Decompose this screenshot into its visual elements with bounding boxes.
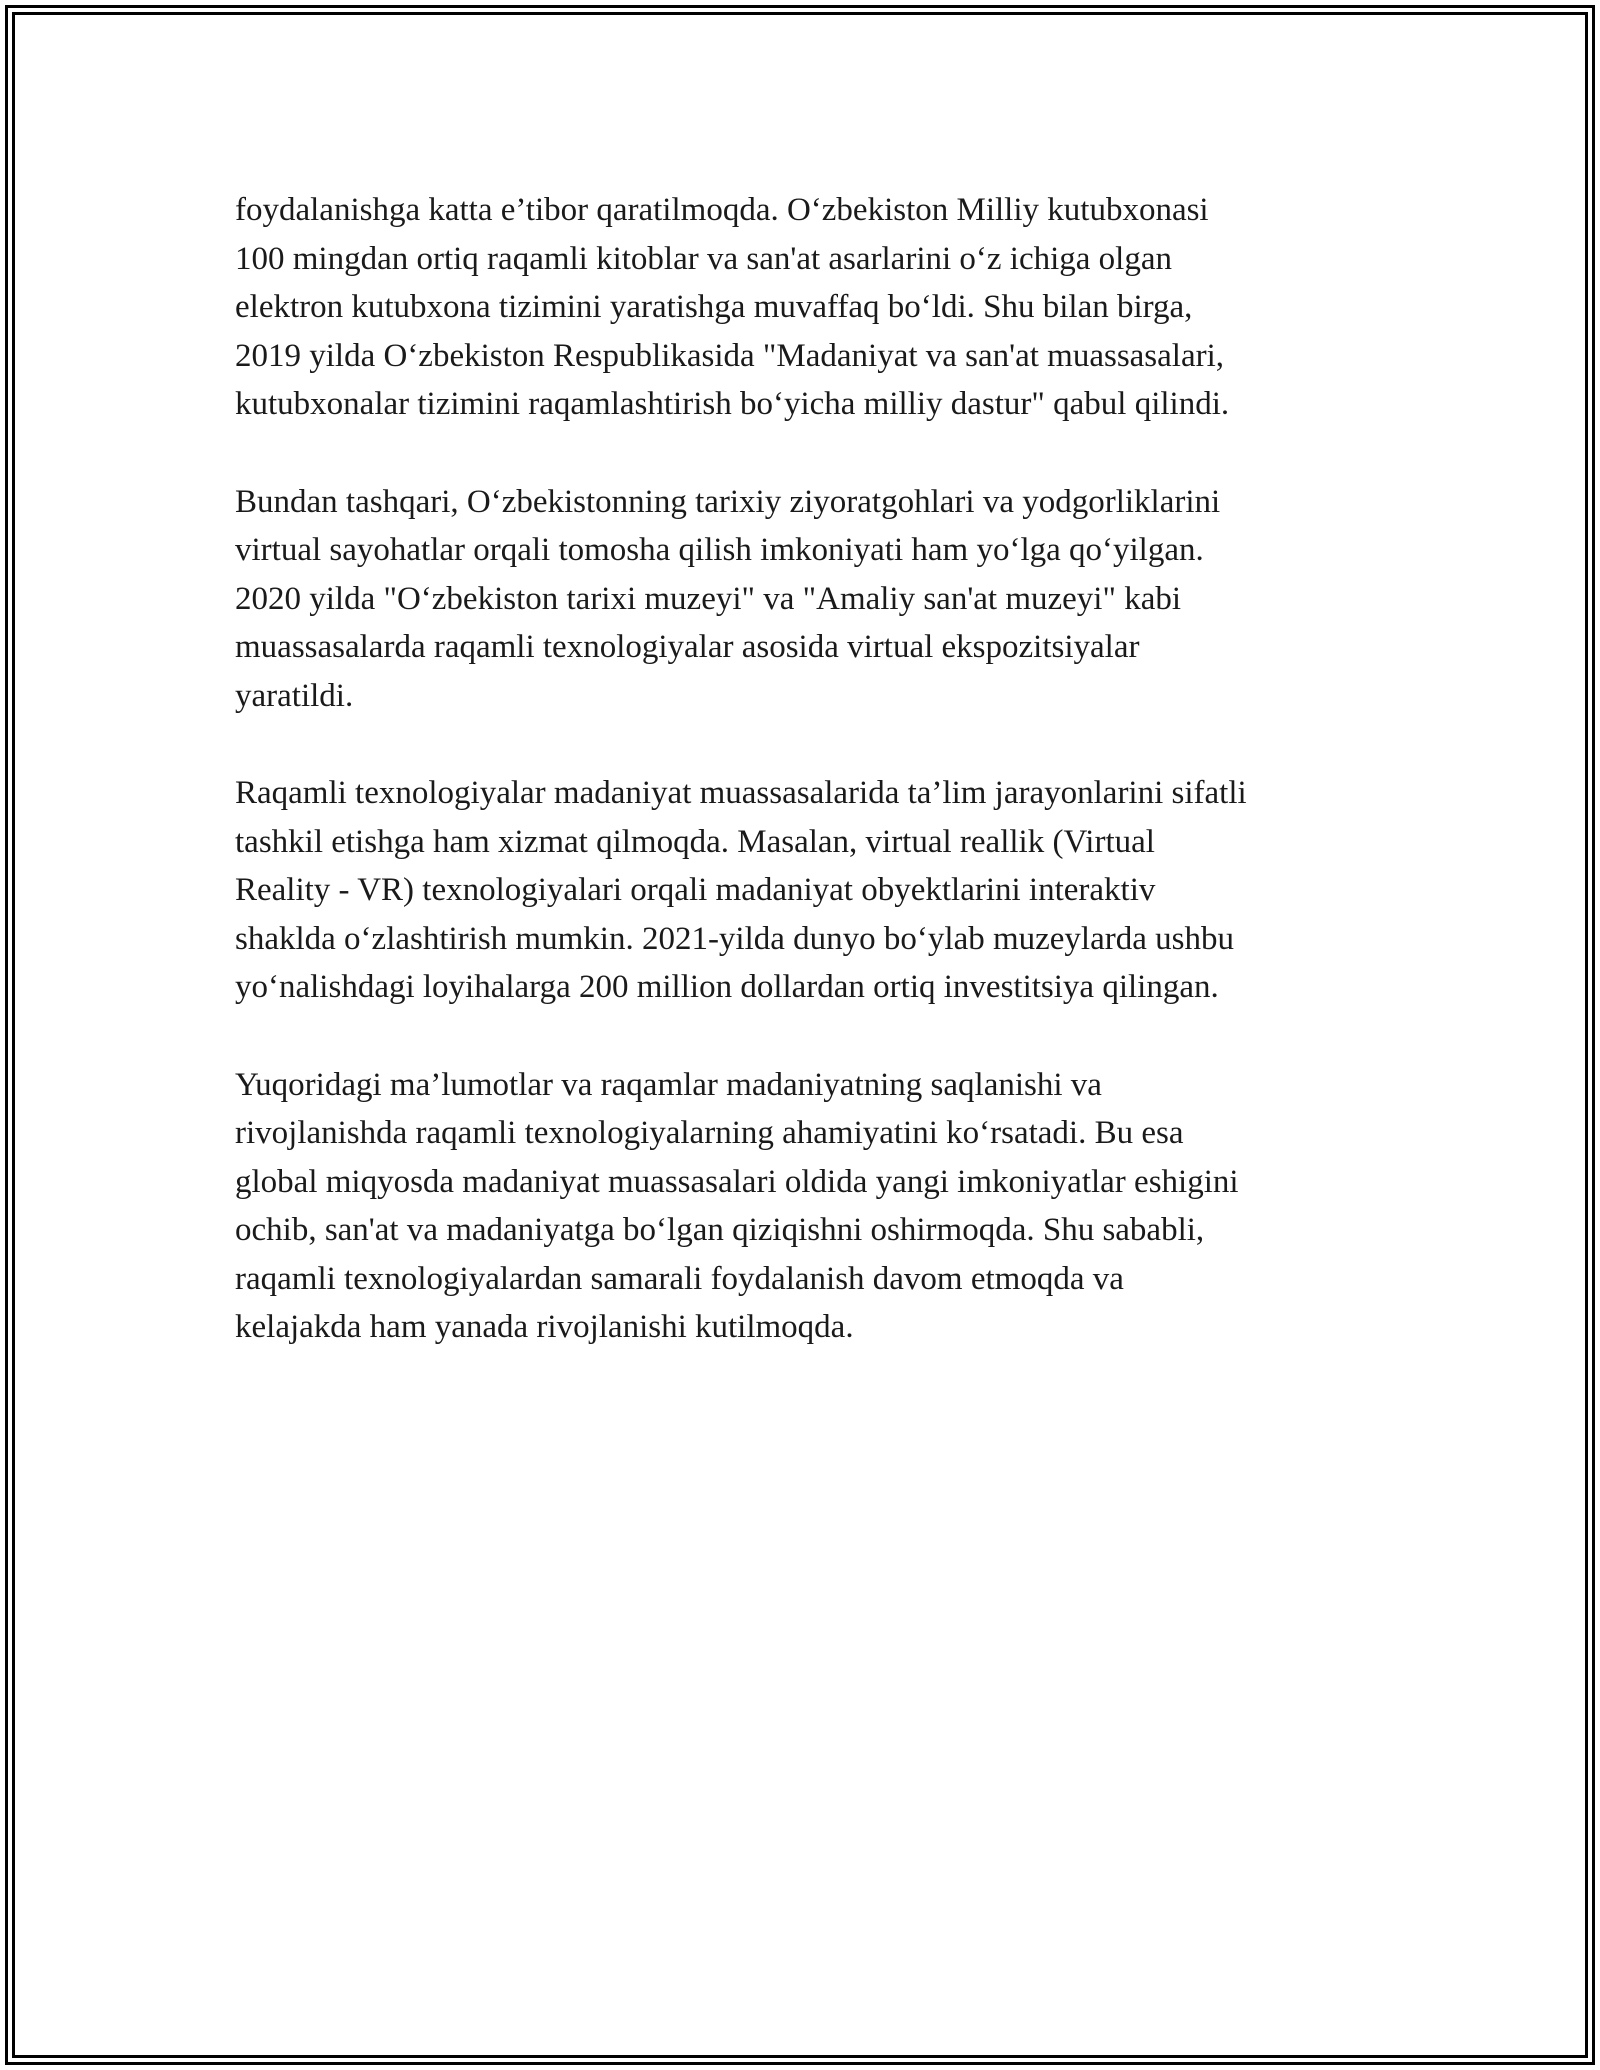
text-line: 2020 yilda "O‘zbekiston tarixi muzeyi" va "Amaliy san'at muzeyi" kabi [235,580,1182,617]
text-line: tashkil etishga ham xizmat qilmoqda. Masalan, virtual reallik (Virtual [235,823,1155,860]
text-line: virtual sayohatlar orqali tomosha qilish imkoniyati ham yo‘lga qo‘yilgan. [235,532,1204,568]
text-line: raqamli texnologiyalardan samarali foydalanish davom etmoqda va [235,1260,1124,1297]
text-line: yo‘nalishdagi loyihalarga 200 million dollardan ortiq investitsiya qilingan. [235,969,1219,1005]
paragraph-4 [235,1061,1375,1352]
text-line: global miqyosda madaniyat muassasalari oldida yangi imkoniyatlar eshigini [235,1163,1239,1200]
text-line: Raqamli texnologiyalar madaniyat muassasalarida ta’lim jarayonlarini sifatli [235,775,1247,811]
document-body [235,186,1375,1401]
text-line: Bundan tashqari, O‘zbekistonning tarixiy ziyoratgohlari va yodgorliklarini [235,483,1221,520]
paragraph-3 [235,769,1375,1012]
text-line: foydalanishga katta e’tibor qaratilmoqda. O‘zbekiston Milliy kutubxonasi [235,192,1209,228]
text-line: yaratildi. [235,677,354,714]
text-line: kutubxonalar tizimini raqamlashtirish bo‘yicha milliy dastur" qabul qilindi. [235,386,1230,422]
text-line: rivojlanishda raqamli texnologiyalarning ahamiyatini ko‘rsatadi. Bu esa [235,1115,1184,1151]
text-line: Reality - VR) texnologiyalari orqali madaniyat obyektlarini interaktiv [235,872,1156,908]
text-line: Yuqoridagi ma’lumotlar va raqamlar madaniyatning saqlanishi va [235,1066,1102,1103]
paragraph-1 [235,186,1375,429]
text-line: 100 mingdan ortiq raqamli kitoblar va san'at asarlarini o‘z ichiga olgan [235,240,1172,277]
paragraph-2 [235,478,1375,721]
text-line: 2019 yilda O‘zbekiston Respublikasida "Madaniyat va san'at muassasalari, [235,337,1225,374]
text-line: ochib, san'at va madaniyatga bo‘lgan qiziqishni oshirmoqda. Shu sababli, [235,1212,1205,1248]
text-line: elektron kutubxona tizimini yaratishga muvaffaq bo‘ldi. Shu bilan birga, [235,289,1193,325]
text-line: muassasalarda raqamli texnologiyalar asosida virtual ekspozitsiyalar [235,629,1140,665]
text-line: shaklda o‘zlashtirish mumkin. 2021-yilda dunyo bo‘ylab muzeylarda ushbu [235,920,1234,957]
text-line: kelajakda ham yanada rivojlanishi kutilmoqda. [235,1309,854,1345]
